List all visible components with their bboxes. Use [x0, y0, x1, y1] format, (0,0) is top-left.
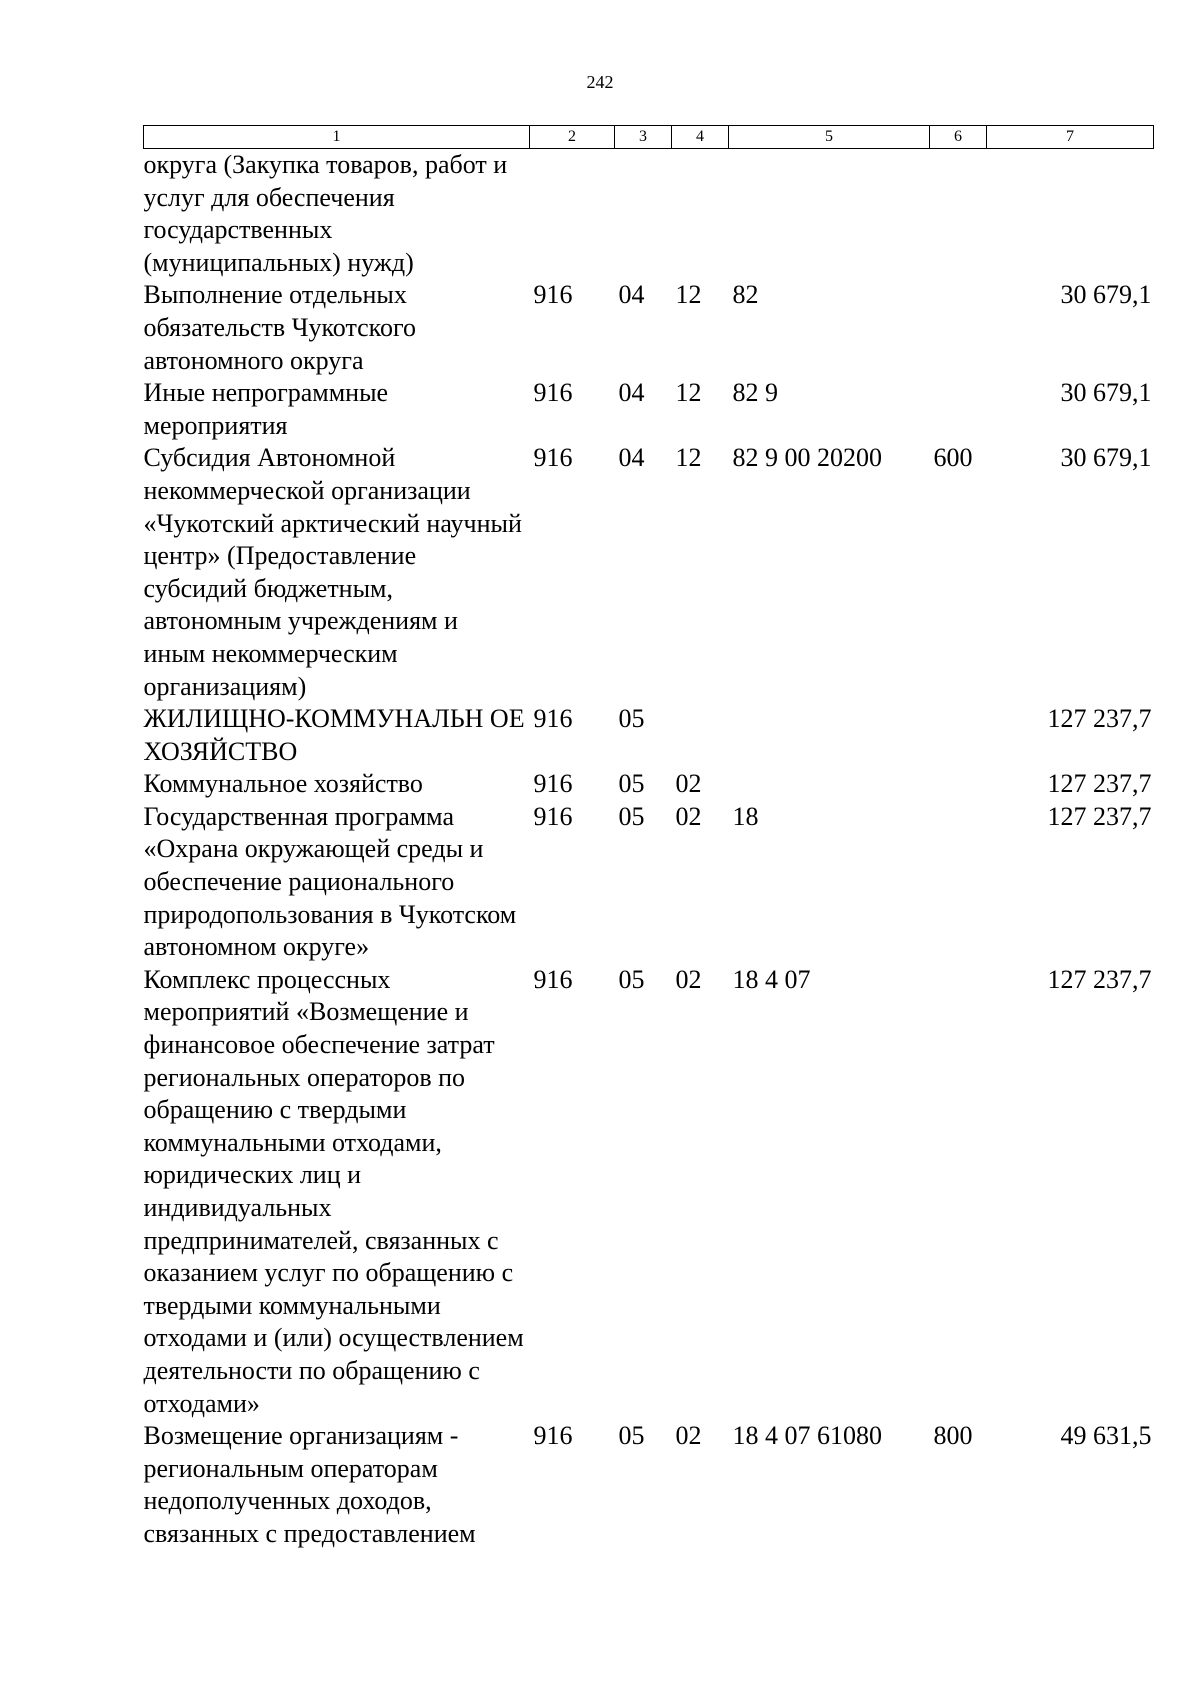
- row-subsection: 12: [675, 443, 702, 473]
- row-name: Субсидия Автономной некоммерческой организации «Чукотский арктический научный центр» (Предоставление субсидий бюджетным, автономным учреждениям и иным некоммерческим организациям): [143, 443, 522, 701]
- row-admin-code: 916: [533, 378, 573, 408]
- row-admin-code: 916: [533, 1421, 573, 1451]
- table-header: [144, 126, 1154, 149]
- row-expense-type: [930, 801, 987, 964]
- table-row: [144, 703, 1154, 768]
- row-target-article: 82 9: [732, 378, 778, 408]
- row-amount: [987, 149, 1154, 280]
- header-col-4: 4: [672, 126, 729, 149]
- row-amount: 49 631,5: [1060, 1421, 1152, 1451]
- row-target-article: 18 4 07 61080: [732, 1421, 882, 1451]
- row-target-article: 18: [732, 801, 759, 831]
- row-expense-type: [930, 149, 987, 280]
- row-amount: 127 237,7: [1047, 704, 1152, 734]
- table-row: [144, 377, 1154, 442]
- header-col-7: 7: [987, 126, 1154, 149]
- row-admin-code: 916: [533, 769, 573, 799]
- row-admin-code: 916: [533, 280, 573, 310]
- row-subsection: 02: [675, 964, 702, 994]
- row-name: Государственная программа «Охрана окружающей среды и обеспечение рационального природопользования в Чукотском автономном округе»: [143, 801, 517, 962]
- row-name: ЖИЛИЩНО-КОММУНАЛЬН ОЕ ХОЗЯЙСТВО: [143, 704, 525, 766]
- row-section: 05: [618, 1421, 645, 1451]
- row-expense-type: 800: [933, 1421, 973, 1451]
- table-row: [144, 149, 1154, 280]
- table-row: [144, 1420, 1154, 1550]
- row-subsection: [672, 703, 729, 768]
- row-section: 04: [618, 280, 645, 310]
- header-col-6: 6: [930, 126, 987, 149]
- row-section: 04: [618, 443, 645, 473]
- row-amount: 30 679,1: [1060, 443, 1152, 473]
- row-target-article: [729, 149, 930, 280]
- row-section: 04: [618, 378, 645, 408]
- row-admin-code: 916: [533, 443, 573, 473]
- table-row: [144, 279, 1154, 377]
- header-col-5: 5: [729, 126, 930, 149]
- row-section: 05: [618, 801, 645, 831]
- table-body: [144, 149, 1154, 1551]
- row-section: 05: [618, 704, 645, 734]
- row-expense-type: [930, 279, 987, 377]
- row-admin-code: 916: [533, 801, 573, 831]
- header-col-1: 1: [144, 126, 530, 149]
- row-subsection: 02: [675, 801, 702, 831]
- row-amount: 30 679,1: [1060, 378, 1152, 408]
- row-amount: 127 237,7: [1047, 964, 1152, 994]
- row-target-article: [729, 768, 930, 801]
- table-row: [144, 768, 1154, 801]
- row-expense-type: [930, 768, 987, 801]
- header-col-3: 3: [615, 126, 672, 149]
- row-subsection: [672, 149, 729, 280]
- row-subsection: 02: [675, 1421, 702, 1451]
- row-name: Комплекс процессных мероприятий «Возмещение и финансовое обеспечение затрат региональных операторов по обращению с твердыми коммунальными отходами, юридических лиц и индивидуальных предпринимателей, связанных с оказанием услуг по обращению с твердыми коммунальными отходами и (или) осуществлением деятельности по обращению с отходами»: [143, 964, 524, 1418]
- row-amount: 30 679,1: [1060, 280, 1152, 310]
- row-subsection: 02: [675, 769, 702, 799]
- row-expense-type: [930, 703, 987, 768]
- row-name: округа (Закупка товаров, работ и услуг для обеспечения государственных (муниципальных) нужд): [143, 150, 508, 277]
- row-section: 05: [618, 769, 645, 799]
- row-target-article: [729, 703, 930, 768]
- row-section: 05: [618, 964, 645, 994]
- table-row: [144, 964, 1154, 1420]
- row-name: Коммунальное хозяйство: [143, 769, 423, 799]
- row-target-article: 82: [732, 280, 759, 310]
- row-subsection: 12: [675, 378, 702, 408]
- row-name: Возмещение организациям - региональным операторам недополученных доходов, связанных с предоставлением: [143, 1421, 476, 1548]
- row-name: Выполнение отдельных обязательств Чукотского автономного округа: [143, 280, 417, 375]
- row-expense-type: [930, 964, 987, 1420]
- row-expense-type: [930, 377, 987, 442]
- row-target-article: 82 9 00 20200: [732, 443, 882, 473]
- row-admin-code: 916: [533, 704, 573, 734]
- row-admin-code: 916: [533, 964, 573, 994]
- row-expense-type: 600: [933, 443, 973, 473]
- row-name: Иные непрограммные мероприятия: [143, 378, 389, 440]
- row-admin-code: [530, 149, 615, 280]
- table-row: [144, 801, 1154, 964]
- page-number: 242: [586, 72, 614, 92]
- table-row: [144, 442, 1154, 703]
- header-col-2: 2: [530, 126, 615, 149]
- row-subsection: 12: [675, 280, 702, 310]
- budget-table: [143, 125, 1154, 1551]
- row-amount: 127 237,7: [1047, 769, 1152, 799]
- row-section: [615, 149, 672, 280]
- row-target-article: 18 4 07: [732, 964, 811, 994]
- row-amount: 127 237,7: [1047, 801, 1152, 831]
